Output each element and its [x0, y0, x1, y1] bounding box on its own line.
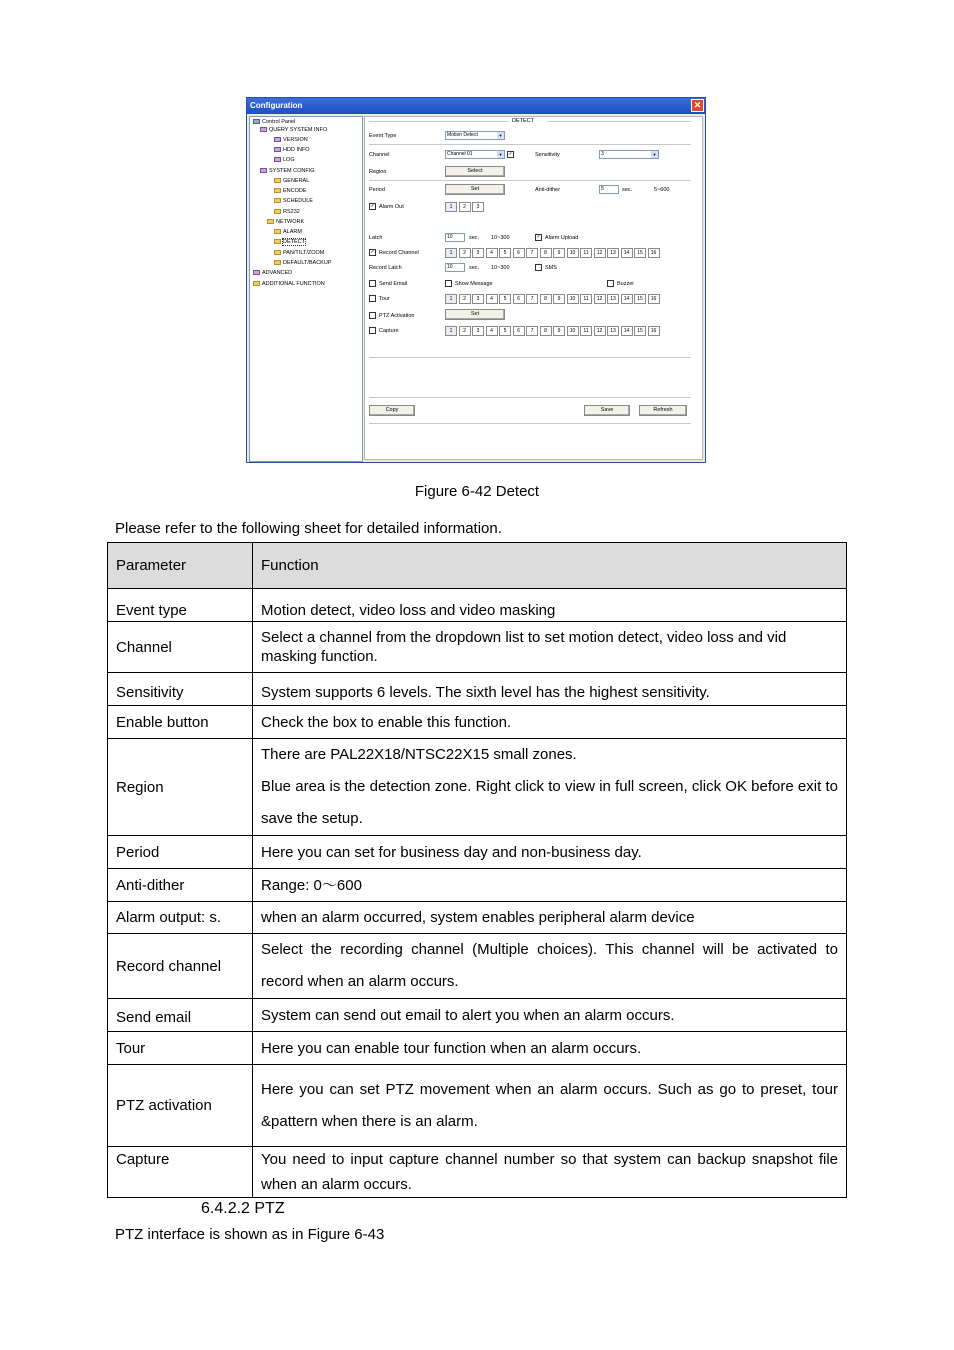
- table-row: Anti-dither Range: 0～600: [108, 869, 847, 902]
- channel-button[interactable]: 8: [540, 294, 552, 304]
- channel-button[interactable]: 6: [513, 294, 525, 304]
- channel-button[interactable]: 9: [553, 294, 565, 304]
- event-type-label: Event Type: [369, 133, 397, 139]
- show-message-option[interactable]: Show Message: [445, 280, 493, 288]
- tree-item-detect[interactable]: DETECT: [274, 238, 305, 246]
- channel-button[interactable]: 1: [445, 248, 457, 258]
- channel-button[interactable]: 8: [540, 248, 552, 258]
- header-function: Function: [253, 543, 847, 589]
- table-row: Region There are PAL22X18/NTSC22X15 small zones. Blue area is the detection zone. Right click to view in full screen, click OK before exit to save the setup.: [108, 739, 847, 836]
- alarm-out-checkbox[interactable]: ✓: [370, 203, 375, 210]
- copy-button[interactable]: Copy: [369, 405, 415, 416]
- tour-option[interactable]: Tour: [369, 295, 390, 303]
- capture-channels: [445, 326, 661, 336]
- channel-button[interactable]: 13: [607, 326, 619, 336]
- channel-button[interactable]: 12: [594, 294, 606, 304]
- header-parameter: Parameter: [108, 543, 253, 589]
- figure-caption: Figure 6-42 Detect: [414, 483, 540, 500]
- period-set-button[interactable]: Set: [445, 184, 505, 195]
- refresh-button[interactable]: Refresh: [639, 405, 687, 416]
- tree-item-alarm[interactable]: ALARM: [274, 228, 302, 236]
- table-row: Send email System can send out email to alert you when an alarm occurs.: [108, 999, 847, 1032]
- table-row: Enable button Check the box to enable this function.: [108, 706, 847, 739]
- channel-button[interactable]: 13: [607, 248, 619, 258]
- alarm-upload-option[interactable]: ✓ Alarm Upload: [536, 234, 579, 241]
- channel-button[interactable]: 1: [445, 326, 457, 336]
- tour-checkbox[interactable]: [369, 295, 376, 302]
- folder-icon: [274, 250, 281, 255]
- chevron-down-icon: ▼: [652, 152, 657, 157]
- tree-item-version[interactable]: VERSION: [274, 136, 308, 144]
- channel-button[interactable]: 1: [445, 202, 457, 212]
- folder-icon: [274, 198, 281, 203]
- detect-panel: [364, 116, 703, 460]
- alarm-upload-checkbox[interactable]: ✓: [536, 234, 541, 241]
- channel-label: Channel: [369, 152, 390, 158]
- tree-item-default-backup[interactable]: DEFAULT/BACKUP: [274, 259, 332, 267]
- record-channel-checkbox[interactable]: ✓: [370, 249, 375, 256]
- system-icon: [260, 168, 267, 173]
- table-row: Record channel Select the recording channel (Multiple choices). This channel will be activated to record when an alarm occurs.: [108, 934, 847, 999]
- channel-button[interactable]: 11: [580, 294, 592, 304]
- latch-label: Latch: [369, 235, 383, 241]
- channel-button[interactable]: 4: [486, 294, 498, 304]
- send-email-option[interactable]: Send Email: [369, 280, 407, 288]
- configuration-window: [246, 97, 706, 463]
- channel-button[interactable]: 4: [486, 248, 498, 258]
- channel-button[interactable]: 9: [553, 248, 565, 258]
- sms-checkbox[interactable]: [535, 264, 542, 271]
- buzzer-option[interactable]: Buzzer: [607, 280, 634, 288]
- ptz-set-button[interactable]: Set: [445, 309, 505, 320]
- chevron-down-icon: ▼: [498, 133, 503, 138]
- channel-button[interactable]: 5: [499, 326, 511, 336]
- table-row: Capture You need to input capture channel number so that system can backup snapshot file when an alarm occurs.: [108, 1147, 847, 1198]
- capture-checkbox[interactable]: [369, 327, 376, 334]
- folder-icon: [274, 178, 281, 183]
- chevron-down-icon: ▼: [498, 152, 503, 157]
- anti-dither-input[interactable]: 5: [599, 185, 619, 194]
- channel-button[interactable]: 2: [459, 326, 471, 336]
- anti-dither-range: 5~600: [654, 187, 670, 193]
- tree-item-rs232[interactable]: RS232: [274, 208, 300, 216]
- tree-item-control-panel[interactable]: Control Panel: [253, 118, 295, 126]
- tree-item-log[interactable]: LOG: [274, 156, 295, 164]
- buzzer-checkbox[interactable]: [607, 280, 614, 287]
- folder-icon: [274, 229, 281, 234]
- channel-button[interactable]: 6: [513, 326, 525, 336]
- channel-button[interactable]: 10: [567, 326, 579, 336]
- channel-button[interactable]: 15: [634, 248, 646, 258]
- panel-title: DETECT: [512, 118, 534, 124]
- parameter-table: [107, 542, 847, 1198]
- tree-item-pan-tilt-zoom[interactable]: PAN/TILT/ZOOM: [274, 249, 324, 257]
- latch-input[interactable]: 10: [445, 233, 465, 242]
- tree-item-hdd-info[interactable]: HDD INFO: [274, 146, 310, 154]
- info-icon: [274, 157, 281, 162]
- channel-button[interactable]: 10: [567, 294, 579, 304]
- channel-button[interactable]: 3: [472, 294, 484, 304]
- table-row: Event type Motion detect, video loss and video masking: [108, 589, 847, 622]
- channel-button[interactable]: 10: [567, 248, 579, 258]
- channel-button[interactable]: 3: [472, 326, 484, 336]
- tree-item-additional-function[interactable]: ADDITIONAL FUNCTION: [253, 280, 325, 288]
- channel-select[interactable]: Channel 01 ▼: [445, 150, 505, 159]
- channel-button[interactable]: 9: [553, 326, 565, 336]
- latch-range: 10~300: [491, 235, 510, 241]
- region-select-button[interactable]: Select: [445, 166, 505, 177]
- table-row: Channel Select a channel from the dropdown list to set motion detect, video loss and vid masking function.: [108, 622, 847, 673]
- channel-button[interactable]: 16: [648, 294, 660, 304]
- save-button[interactable]: Save: [584, 405, 630, 416]
- alarm-out-option[interactable]: ✓ Alarm Out: [370, 203, 404, 210]
- tree-item-encode[interactable]: ENCODE: [274, 187, 307, 195]
- config-tree: [249, 116, 363, 462]
- record-channel-option[interactable]: ✓ Record Channel: [370, 249, 419, 256]
- record-latch-range: 10~300: [491, 265, 510, 271]
- window-titlebar: [247, 98, 705, 114]
- channel-button[interactable]: 2: [459, 294, 471, 304]
- ptz-activation-option[interactable]: PTZ Activation: [369, 312, 414, 320]
- tree-item-network[interactable]: NETWORK: [267, 218, 304, 226]
- folder-icon: [274, 239, 281, 244]
- channel-button[interactable]: 4: [486, 326, 498, 336]
- table-header-row: [108, 543, 847, 589]
- table-row: Tour Here you can enable tour function when an alarm occurs.: [108, 1032, 847, 1065]
- channel-button[interactable]: 8: [540, 326, 552, 336]
- channel-button[interactable]: 13: [607, 294, 619, 304]
- tree-item-system-config[interactable]: SYSTEM CONFIG: [260, 167, 315, 175]
- region-label: Region: [369, 169, 387, 175]
- channel-button[interactable]: 11: [580, 248, 592, 258]
- capture-option[interactable]: Capture: [369, 327, 399, 335]
- event-type-select[interactable]: Motion Detect ▼: [445, 131, 505, 140]
- tour-channels: [445, 294, 661, 304]
- channel-button[interactable]: 12: [594, 326, 606, 336]
- sensitivity-label: Sensitivity: [535, 152, 560, 158]
- section-heading: 6.4.2.2 PTZ: [201, 1200, 285, 1217]
- folder-icon: [274, 188, 281, 193]
- tree-item-advanced[interactable]: ADVANCED: [253, 269, 292, 277]
- folder-icon: [253, 281, 260, 286]
- close-icon[interactable]: ✕: [691, 99, 704, 112]
- info-icon: [274, 147, 281, 152]
- channel-button[interactable]: 5: [499, 248, 511, 258]
- enable-checkbox[interactable]: ✓: [508, 151, 513, 158]
- tree-item-schedule[interactable]: SCHEDULE: [274, 197, 313, 205]
- channel-button[interactable]: 2: [459, 248, 471, 258]
- channel-button[interactable]: 7: [526, 326, 538, 336]
- channel-button[interactable]: 3: [472, 202, 484, 212]
- tree-item-general[interactable]: GENERAL: [274, 177, 309, 185]
- record-latch-input[interactable]: 10: [445, 263, 465, 272]
- record-channels: [445, 248, 661, 258]
- channel-button[interactable]: 11: [580, 326, 592, 336]
- channel-button[interactable]: 16: [648, 248, 660, 258]
- tree-item-query-system-info[interactable]: QUERY SYSTEM INFO: [260, 126, 327, 134]
- record-latch-unit: sec.: [469, 265, 480, 271]
- period-label: Period: [369, 187, 385, 193]
- table-row: Sensitivity System supports 6 levels. The sixth level has the highest sensitivity.: [108, 673, 847, 706]
- channel-button[interactable]: 7: [526, 294, 538, 304]
- table-row: Alarm output: s. when an alarm occurred, system enables peripheral alarm device: [108, 902, 847, 934]
- computer-icon: [253, 119, 260, 124]
- anti-dither-label: Anti-dither: [535, 187, 561, 193]
- channel-button[interactable]: 16: [648, 326, 660, 336]
- sms-option[interactable]: SMS: [535, 264, 557, 272]
- channel-button[interactable]: 3: [472, 248, 484, 258]
- channel-button[interactable]: 5: [499, 294, 511, 304]
- record-latch-label: Record Latch: [369, 265, 402, 271]
- table-row: PTZ activation Here you can set PTZ movement when an alarm occurs. Such as go to preset, tour &pattern when there is an alarm.: [108, 1065, 847, 1147]
- closing-text: PTZ interface is shown as in Figure 6-43: [115, 1226, 385, 1243]
- channel-button[interactable]: 6: [513, 248, 525, 258]
- sensitivity-select[interactable]: 3 ▼: [599, 150, 659, 159]
- window-title: Configuration: [250, 101, 303, 110]
- channel-button[interactable]: 14: [621, 294, 633, 304]
- channel-button[interactable]: 1: [445, 294, 457, 304]
- folder-icon: [274, 260, 281, 265]
- info-icon: [274, 137, 281, 142]
- channel-button[interactable]: 15: [634, 294, 646, 304]
- folder-icon: [267, 219, 274, 224]
- channel-button[interactable]: 14: [621, 248, 633, 258]
- channel-button[interactable]: 15: [634, 326, 646, 336]
- tools-icon: [253, 270, 260, 275]
- ptz-activation-checkbox[interactable]: [369, 312, 376, 319]
- info-icon: [260, 127, 267, 132]
- send-email-checkbox[interactable]: [369, 280, 376, 287]
- channel-button[interactable]: 7: [526, 248, 538, 258]
- anti-dither-unit: sec.: [622, 187, 633, 193]
- folder-icon: [274, 209, 281, 214]
- intro-text: Please refer to the following sheet for detailed information.: [115, 520, 502, 537]
- channel-button[interactable]: 2: [459, 202, 471, 212]
- alarm-out-channels: [445, 202, 486, 212]
- show-message-checkbox[interactable]: [445, 280, 452, 287]
- channel-button[interactable]: 12: [594, 248, 606, 258]
- channel-button[interactable]: 14: [621, 326, 633, 336]
- latch-unit: sec.: [469, 235, 480, 241]
- table-row: Period Here you can set for business day and non-business day.: [108, 836, 847, 869]
